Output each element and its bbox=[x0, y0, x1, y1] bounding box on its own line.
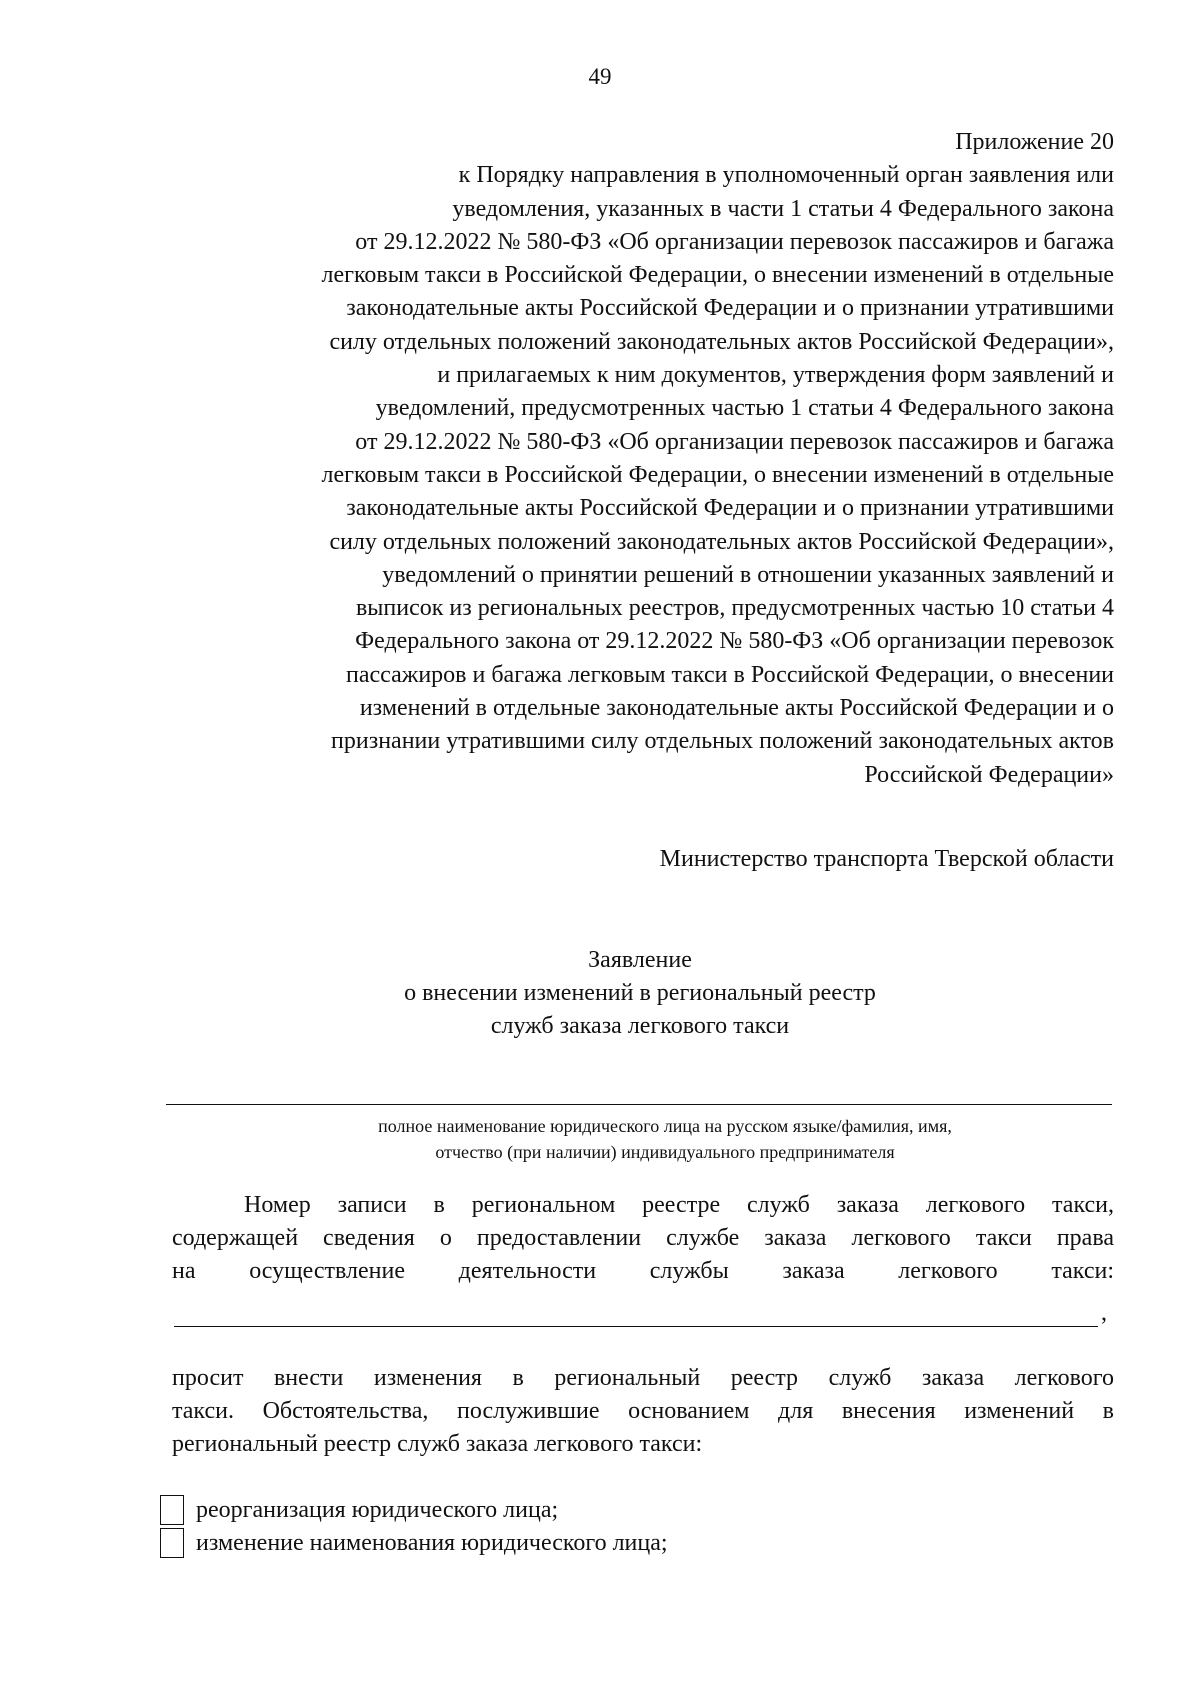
appendix-line: силу отдельных положений законодательных актов Российской Федерации», bbox=[329, 528, 1114, 555]
appendix-line: признании утратившими силу отдельных положений законодательных актов bbox=[331, 728, 1114, 755]
title-line-2: о внесении изменений в региональный реестр bbox=[404, 980, 876, 1006]
request-line-1: просит внести изменения в региональный реестр служб заказа легкового bbox=[172, 1365, 1114, 1391]
record-number-comma: , bbox=[1101, 1300, 1107, 1326]
record-line-3: на осуществление деятельности службы заказа легкового такси: bbox=[172, 1258, 1114, 1284]
appendix-line: силу отдельных положений законодательных актов Российской Федерации», bbox=[329, 328, 1114, 355]
record-line-1: Номер записи в региональном реестре служб заказа легкового такси, bbox=[244, 1192, 1114, 1218]
applicant-name-caption bbox=[150, 1113, 1180, 1165]
checkbox[interactable] bbox=[160, 1528, 184, 1558]
title-line-1: Заявление bbox=[588, 947, 692, 973]
appendix-line: законодательные акты Российской Федерации и о признании утратившими bbox=[346, 495, 1114, 522]
record-line-2: содержащей сведения о предоставлении службе заказа легкового такси права bbox=[172, 1225, 1114, 1251]
appendix-line: Приложение 20 bbox=[955, 129, 1114, 155]
title-line-3: служб заказа легкового такси bbox=[490, 1013, 790, 1039]
appendix-line: законодательные акты Российской Федерации и о признании утратившими bbox=[346, 295, 1114, 322]
appendix-line: пассажиров и багажа легковым такси в Российской Федерации, о внесении bbox=[346, 661, 1114, 688]
document-title bbox=[300, 944, 980, 1043]
appendix-line: легковым такси в Российской Федерации, о внесении изменений в отдельные bbox=[321, 262, 1114, 289]
request-paragraph bbox=[172, 1362, 1114, 1461]
appendix-line: легковым такси в Российской Федерации, о внесении изменений в отдельные bbox=[321, 461, 1114, 488]
ministry-name: Министерство транспорта Тверской области bbox=[659, 846, 1114, 872]
appendix-line: уведомлений, предусмотренных частью 1 статьи 4 Федерального закона bbox=[375, 395, 1114, 422]
checkbox[interactable] bbox=[160, 1495, 184, 1525]
appendix-line: Российской Федерации» bbox=[864, 761, 1114, 788]
appendix-line: от 29.12.2022 № 580-ФЗ «Об организации перевозок пассажиров и багажа bbox=[355, 228, 1114, 255]
option-label: изменение наименования юридического лица; bbox=[196, 1529, 668, 1556]
appendix-line: Федерального закона от 29.12.2022 № 580-ФЗ «Об организации перевозок bbox=[355, 628, 1114, 655]
appendix-line: к Порядку направления в уполномоченный орган заявления или bbox=[458, 162, 1114, 189]
appendix-line: уведомления, указанных в части 1 статьи 4 Федерального закона bbox=[452, 195, 1114, 222]
caption-line-2: отчество (при наличии) индивидуального предпринимателя bbox=[435, 1142, 895, 1162]
applicant-name-field-line bbox=[166, 1104, 1112, 1105]
page-number: 49 bbox=[588, 64, 612, 89]
request-line-3: региональный реестр служб заказа легкового такси: bbox=[172, 1431, 703, 1457]
option-reorganization[interactable] bbox=[160, 1494, 558, 1526]
request-line-2: такси. Обстоятельства, послужившие основанием для внесения изменений в bbox=[172, 1398, 1114, 1424]
option-name-change[interactable] bbox=[160, 1527, 668, 1559]
appendix-line: уведомлений о принятии решений в отношении указанных заявлений и bbox=[382, 561, 1114, 588]
appendix-header bbox=[154, 126, 1114, 792]
appendix-line: и прилагаемых к ним документов, утверждения форм заявлений и bbox=[437, 362, 1114, 389]
appendix-line: выписок из региональных реестров, предусмотренных частью 10 статьи 4 bbox=[355, 595, 1114, 622]
record-number-paragraph bbox=[172, 1189, 1114, 1288]
caption-line-1: полное наименование юридического лица на русском языке/фамилия, имя, bbox=[378, 1116, 952, 1136]
appendix-line: изменений в отдельные законодательные акты Российской Федерации и о bbox=[359, 695, 1114, 722]
record-number-field-line bbox=[174, 1326, 1098, 1327]
option-label: реорганизация юридического лица; bbox=[196, 1496, 559, 1523]
appendix-line: от 29.12.2022 № 580-ФЗ «Об организации перевозок пассажиров и багажа bbox=[355, 428, 1114, 455]
